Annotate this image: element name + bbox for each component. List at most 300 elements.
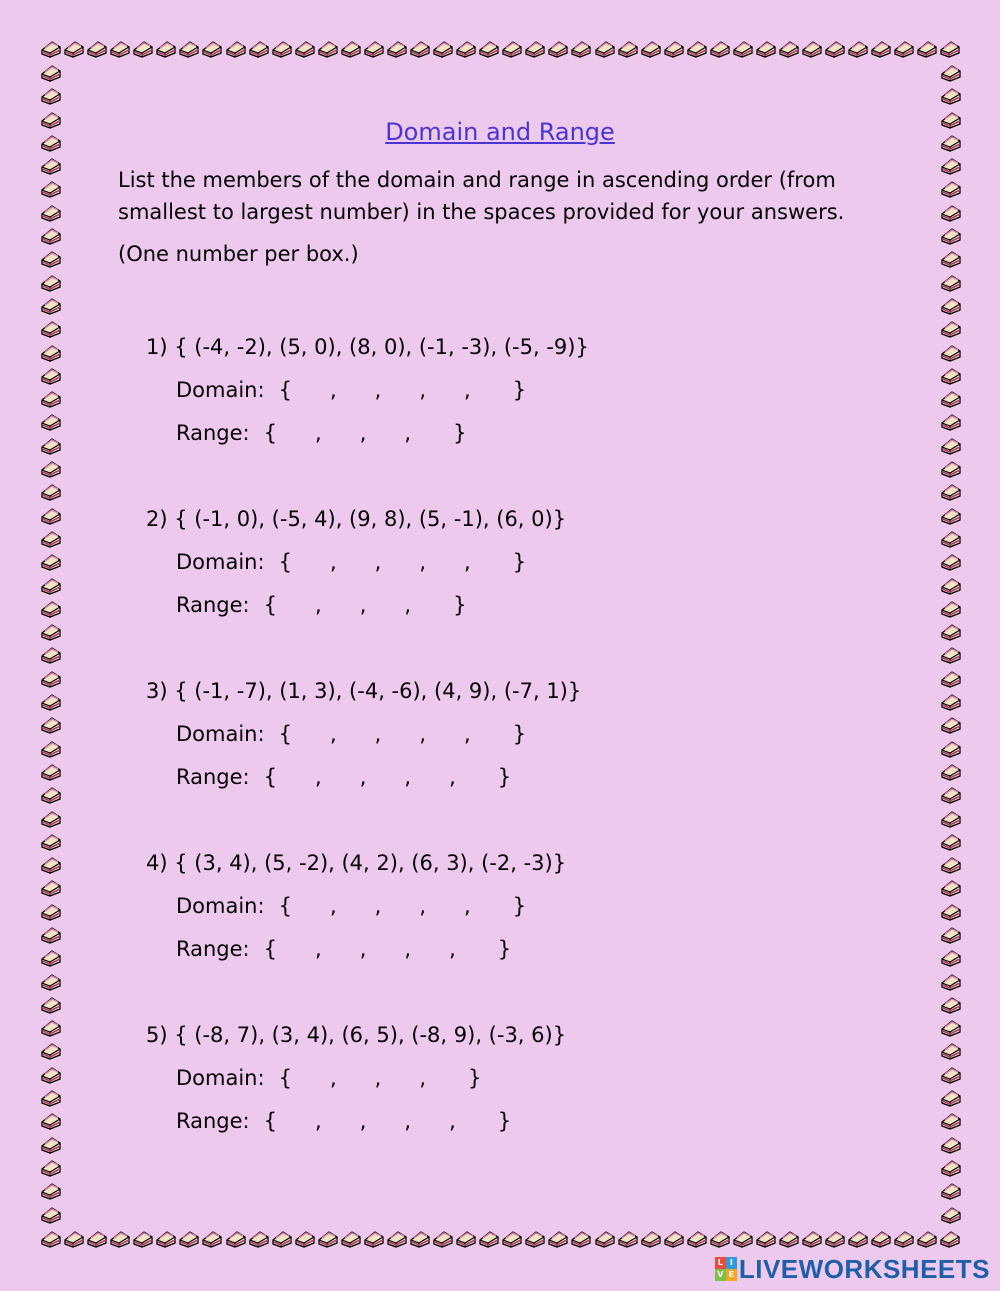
domain-answer-box[interactable] — [475, 721, 505, 748]
cake-slice-icon — [86, 1228, 108, 1250]
range-answer-box[interactable] — [326, 936, 356, 963]
close-brace: } — [453, 421, 467, 445]
cake-slice-icon — [847, 38, 869, 60]
range-answer-line — [146, 416, 589, 450]
range-answer-box[interactable] — [281, 1108, 311, 1135]
open-brace: { — [278, 1066, 292, 1090]
cake-slice-icon — [340, 1228, 362, 1250]
cake-slice-icon — [409, 1228, 431, 1250]
cake-slice-icon — [132, 1228, 154, 1250]
cake-slice-icon — [386, 1228, 408, 1250]
open-brace: { — [263, 421, 278, 445]
cake-slice-icon — [547, 1228, 569, 1250]
cake-slice-icon — [178, 1228, 200, 1250]
cake-slice-icon — [340, 38, 362, 60]
cake-slice-icon — [40, 248, 62, 270]
domain-answer-line — [146, 889, 566, 923]
cake-slice-icon — [40, 435, 62, 457]
cake-slice-icon — [40, 575, 62, 597]
cake-slice-icon — [940, 761, 962, 783]
range-answer-box[interactable] — [460, 936, 490, 963]
problem-set — [146, 1018, 566, 1052]
domain-answer-box[interactable] — [385, 893, 415, 920]
cake-slice-icon — [940, 318, 962, 340]
problem-number: 4) — [146, 851, 168, 875]
cake-slice-icon — [40, 994, 62, 1016]
cake-slice-icon — [940, 411, 962, 433]
open-brace: { — [263, 765, 278, 789]
cake-slice-icon — [40, 225, 62, 247]
range-answer-box[interactable] — [281, 936, 311, 963]
domain-label: Domain: — [176, 894, 265, 918]
ordered-pair-set: { (-8, 7), (3, 4), (6, 5), (-8, 9), (-3, 6)} — [174, 1023, 567, 1047]
comma-separator: , — [404, 1109, 412, 1133]
cake-slice-icon — [640, 38, 662, 60]
problem-item — [146, 330, 589, 450]
cake-slice-icon — [940, 877, 962, 899]
range-answer-line — [146, 932, 566, 966]
cake-slice-icon — [40, 178, 62, 200]
close-brace: } — [497, 1109, 512, 1133]
range-answer-box[interactable] — [415, 1108, 445, 1135]
comma-separator: , — [464, 722, 471, 746]
open-brace: { — [263, 1109, 278, 1133]
comma-separator: , — [359, 421, 367, 445]
domain-answer-box[interactable] — [341, 721, 371, 748]
logo-mark-letter: L — [715, 1257, 726, 1269]
cake-slice-icon — [617, 1228, 639, 1250]
close-brace: } — [512, 722, 527, 746]
cake-slice-icon — [40, 1040, 62, 1062]
cake-slice-icon — [63, 1228, 85, 1250]
cake-slice-icon — [40, 621, 62, 643]
range-answer-box[interactable] — [415, 936, 445, 963]
range-answer-box[interactable] — [460, 1108, 490, 1135]
range-label: Range: — [176, 937, 250, 961]
comma-separator: , — [404, 593, 412, 617]
domain-answer-box[interactable] — [341, 893, 371, 920]
cake-slice-icon — [225, 38, 247, 60]
domain-answer-box[interactable] — [341, 1065, 371, 1092]
cake-slice-icon — [801, 1228, 823, 1250]
cake-slice-icon — [40, 155, 62, 177]
cake-slice-icon — [940, 1204, 962, 1226]
ordered-pair-set: { (3, 4), (5, -2), (4, 2), (6, 3), (-2, -3)} — [174, 851, 567, 875]
cake-slice-icon — [940, 505, 962, 527]
cake-slice-icon — [940, 924, 962, 946]
cake-slice-icon — [109, 1228, 131, 1250]
range-label: Range: — [176, 593, 250, 617]
cake-slice-icon — [317, 38, 339, 60]
range-answer-box[interactable] — [370, 592, 400, 619]
cake-slice-icon — [940, 808, 962, 830]
close-brace: } — [497, 765, 512, 789]
cake-slice-icon — [363, 1228, 385, 1250]
cake-slice-icon — [40, 831, 62, 853]
cake-slice-icon — [478, 1228, 500, 1250]
cake-slice-icon — [940, 947, 962, 969]
open-brace: { — [278, 378, 292, 402]
cake-slice-icon — [271, 1228, 293, 1250]
cake-slice-icon — [939, 38, 961, 60]
cake-slice-icon — [40, 411, 62, 433]
range-answer-box[interactable] — [460, 764, 490, 791]
domain-answer-box[interactable] — [430, 893, 460, 920]
cake-slice-icon — [940, 784, 962, 806]
close-brace: } — [453, 593, 467, 617]
cake-slice-icon — [732, 1228, 754, 1250]
comma-separator: , — [315, 1109, 322, 1133]
cake-slice-icon — [940, 1180, 962, 1202]
cake-slice-icon — [40, 714, 62, 736]
cake-slice-icon — [86, 38, 108, 60]
logo-mark-letter: V — [715, 1269, 726, 1281]
cake-slice-icon — [847, 1228, 869, 1250]
domain-answer-box[interactable] — [296, 377, 326, 404]
cake-slice-icon — [940, 714, 962, 736]
cake-slice-icon — [40, 551, 62, 573]
range-answer-box[interactable] — [415, 420, 445, 447]
comma-separator: , — [315, 421, 322, 445]
cake-slice-icon — [40, 481, 62, 503]
cake-slice-icon — [570, 38, 592, 60]
comma-separator: , — [449, 1109, 456, 1133]
domain-answer-box[interactable] — [475, 893, 505, 920]
comma-separator: , — [419, 722, 427, 746]
comma-separator: , — [419, 550, 427, 574]
domain-answer-box[interactable] — [296, 893, 326, 920]
problem-set — [146, 846, 566, 880]
cake-slice-icon — [40, 342, 62, 364]
range-answer-box[interactable] — [370, 936, 400, 963]
range-answer-line — [146, 588, 566, 622]
domain-answer-box[interactable] — [296, 549, 326, 576]
range-answer-box[interactable] — [281, 592, 311, 619]
open-brace: { — [278, 722, 292, 746]
cake-slice-icon — [916, 38, 938, 60]
cake-slice-icon — [940, 365, 962, 387]
cake-slice-icon — [40, 877, 62, 899]
cake-slice-icon — [40, 924, 62, 946]
cake-slice-icon — [40, 528, 62, 550]
cake-slice-icon — [524, 38, 546, 60]
cake-slice-icon — [155, 1228, 177, 1250]
cake-slice-icon — [455, 1228, 477, 1250]
range-label: Range: — [176, 421, 250, 445]
cake-slice-icon — [40, 947, 62, 969]
domain-answer-box[interactable] — [385, 721, 415, 748]
comma-separator: , — [419, 378, 427, 402]
page-border-right — [940, 62, 962, 1226]
cake-slice-icon — [940, 668, 962, 690]
domain-answer-line — [146, 373, 589, 407]
comma-separator: , — [359, 1109, 367, 1133]
domain-answer-box[interactable] — [430, 721, 460, 748]
domain-label: Domain: — [176, 1066, 265, 1090]
cake-slice-icon — [386, 38, 408, 60]
cake-slice-icon — [132, 38, 154, 60]
comma-separator: , — [329, 550, 337, 574]
cake-slice-icon — [940, 435, 962, 457]
cake-slice-icon — [40, 971, 62, 993]
comma-separator: , — [404, 937, 412, 961]
cake-slice-icon — [686, 1228, 708, 1250]
comma-separator: , — [329, 894, 337, 918]
problem-number: 2) — [146, 507, 168, 531]
cake-slice-icon — [40, 854, 62, 876]
domain-answer-line — [146, 545, 566, 579]
problem-number: 5) — [146, 1023, 168, 1047]
domain-answer-box[interactable] — [430, 549, 460, 576]
comma-separator: , — [359, 593, 367, 617]
cake-slice-icon — [940, 551, 962, 573]
range-answer-box[interactable] — [326, 592, 356, 619]
range-answer-line — [146, 760, 581, 794]
cake-slice-icon — [940, 155, 962, 177]
cake-slice-icon — [801, 38, 823, 60]
cake-slice-icon — [940, 388, 962, 410]
cake-slice-icon — [870, 38, 892, 60]
comma-separator: , — [359, 937, 367, 961]
comma-separator: , — [464, 894, 471, 918]
cake-slice-icon — [40, 1204, 62, 1226]
domain-answer-box[interactable] — [430, 377, 460, 404]
cake-slice-icon — [940, 1017, 962, 1039]
open-brace: { — [263, 593, 278, 617]
cake-slice-icon — [524, 1228, 546, 1250]
cake-slice-icon — [478, 38, 500, 60]
problem-set — [146, 502, 566, 536]
cake-slice-icon — [40, 598, 62, 620]
range-answer-box[interactable] — [281, 764, 311, 791]
cake-slice-icon — [40, 458, 62, 480]
comma-separator: , — [359, 765, 367, 789]
cake-slice-icon — [109, 38, 131, 60]
range-answer-box[interactable] — [326, 1108, 356, 1135]
comma-separator: , — [464, 550, 471, 574]
cake-slice-icon — [409, 38, 431, 60]
comma-separator: , — [374, 1066, 382, 1090]
cake-slice-icon — [63, 38, 85, 60]
range-answer-box[interactable] — [415, 764, 445, 791]
cake-slice-icon — [755, 38, 777, 60]
cake-slice-icon — [663, 38, 685, 60]
cake-slice-icon — [40, 808, 62, 830]
cake-slice-icon — [939, 1228, 961, 1250]
instructions-note: (One number per box.) — [118, 242, 359, 266]
cake-slice-icon — [155, 38, 177, 60]
range-label: Range: — [176, 1109, 250, 1133]
cake-slice-icon — [363, 38, 385, 60]
cake-slice-icon — [940, 1040, 962, 1062]
logo-mark-letter: E — [726, 1269, 737, 1281]
cake-slice-icon — [940, 901, 962, 923]
page-title: Domain and Range — [385, 118, 615, 146]
cake-slice-icon — [40, 202, 62, 224]
cake-slice-icon — [40, 738, 62, 760]
domain-answer-box[interactable] — [475, 549, 505, 576]
cake-slice-icon — [40, 85, 62, 107]
ordered-pair-set: { (-1, 0), (-5, 4), (9, 8), (5, -1), (6, 0)} — [174, 507, 567, 531]
range-answer-box[interactable] — [326, 420, 356, 447]
cake-slice-icon — [870, 1228, 892, 1250]
domain-answer-box[interactable] — [385, 1065, 415, 1092]
logo-mark-letter: I — [726, 1257, 737, 1269]
cake-slice-icon — [940, 691, 962, 713]
domain-answer-box[interactable] — [430, 1065, 460, 1092]
cake-slice-icon — [686, 38, 708, 60]
logo-text: LIVEWORKSHEETS — [738, 1253, 990, 1284]
comma-separator: , — [315, 937, 322, 961]
cake-slice-icon — [940, 1110, 962, 1132]
cake-slice-icon — [709, 1228, 731, 1250]
comma-separator: , — [449, 937, 456, 961]
cake-slice-icon — [940, 598, 962, 620]
cake-slice-icon — [501, 38, 523, 60]
range-answer-line — [146, 1104, 566, 1138]
close-brace: } — [512, 894, 527, 918]
range-answer-box[interactable] — [370, 764, 400, 791]
range-answer-box[interactable] — [415, 592, 445, 619]
comma-separator: , — [404, 421, 412, 445]
cake-slice-icon — [640, 1228, 662, 1250]
cake-slice-icon — [40, 644, 62, 666]
cake-slice-icon — [294, 1228, 316, 1250]
cake-slice-icon — [940, 1087, 962, 1109]
comma-separator: , — [419, 1066, 427, 1090]
cake-slice-icon — [40, 1110, 62, 1132]
cake-slice-icon — [40, 295, 62, 317]
cake-slice-icon — [40, 272, 62, 294]
cake-slice-icon — [940, 342, 962, 364]
domain-label: Domain: — [176, 550, 265, 574]
comma-separator: , — [315, 593, 322, 617]
cake-slice-icon — [201, 38, 223, 60]
instructions-text: List the members of the domain and range in ascending order (from smallest to largest number) in the spaces provided for your answers. — [118, 168, 845, 224]
cake-slice-icon — [40, 505, 62, 527]
cake-slice-icon — [40, 1087, 62, 1109]
domain-answer-box[interactable] — [475, 377, 505, 404]
cake-slice-icon — [40, 901, 62, 923]
cake-slice-icon — [916, 1228, 938, 1250]
comma-separator: , — [329, 722, 337, 746]
cake-slice-icon — [940, 738, 962, 760]
open-brace: { — [278, 894, 292, 918]
close-brace: } — [512, 378, 527, 402]
comma-separator: , — [449, 765, 456, 789]
cake-slice-icon — [40, 1017, 62, 1039]
problem-item — [146, 846, 566, 966]
cake-slice-icon — [940, 1157, 962, 1179]
range-answer-box[interactable] — [370, 1108, 400, 1135]
cake-slice-icon — [940, 295, 962, 317]
problem-item — [146, 1018, 566, 1138]
cake-slice-icon — [40, 38, 62, 60]
cake-slice-icon — [40, 365, 62, 387]
ordered-pair-set: { (-1, -7), (1, 3), (-4, -6), (4, 9), (-7, 1)} — [174, 679, 582, 703]
domain-label: Domain: — [176, 722, 265, 746]
cake-slice-icon — [248, 1228, 270, 1250]
cake-slice-icon — [940, 225, 962, 247]
range-answer-box[interactable] — [370, 420, 400, 447]
cake-slice-icon — [940, 1064, 962, 1086]
cake-slice-icon — [940, 62, 962, 84]
comma-separator: , — [329, 1066, 337, 1090]
cake-slice-icon — [940, 178, 962, 200]
cake-slice-icon — [40, 62, 62, 84]
page-border-top — [40, 38, 962, 60]
range-label: Range: — [176, 765, 250, 789]
cake-slice-icon — [940, 994, 962, 1016]
cake-slice-icon — [594, 1228, 616, 1250]
page-border-bottom — [40, 1228, 962, 1250]
domain-label: Domain: — [176, 378, 265, 402]
domain-answer-box[interactable] — [385, 377, 415, 404]
open-brace: { — [263, 937, 278, 961]
cake-slice-icon — [178, 38, 200, 60]
domain-answer-box[interactable] — [341, 549, 371, 576]
cake-slice-icon — [40, 1180, 62, 1202]
cake-slice-icon — [570, 1228, 592, 1250]
domain-answer-box[interactable] — [296, 721, 326, 748]
comma-separator: , — [315, 765, 322, 789]
cake-slice-icon — [940, 831, 962, 853]
comma-separator: , — [404, 765, 412, 789]
cake-slice-icon — [40, 1064, 62, 1086]
cake-slice-icon — [40, 1134, 62, 1156]
problem-number: 1) — [146, 335, 168, 359]
domain-answer-box[interactable] — [341, 377, 371, 404]
range-answer-box[interactable] — [326, 764, 356, 791]
comma-separator: , — [419, 894, 427, 918]
domain-answer-line — [146, 717, 581, 751]
page-border-left — [40, 62, 62, 1226]
range-answer-box[interactable] — [281, 420, 311, 447]
cake-slice-icon — [940, 621, 962, 643]
comma-separator: , — [374, 894, 382, 918]
cake-slice-icon — [755, 1228, 777, 1250]
cake-slice-icon — [432, 38, 454, 60]
cake-slice-icon — [940, 1134, 962, 1156]
cake-slice-icon — [824, 1228, 846, 1250]
cake-slice-icon — [778, 38, 800, 60]
ordered-pair-set: { (-4, -2), (5, 0), (8, 0), (-1, -3), (-5, -9)} — [174, 335, 589, 359]
cake-slice-icon — [940, 528, 962, 550]
problem-item — [146, 502, 566, 622]
cake-slice-icon — [432, 1228, 454, 1250]
cake-slice-icon — [940, 971, 962, 993]
cake-slice-icon — [617, 38, 639, 60]
cake-slice-icon — [940, 85, 962, 107]
domain-answer-box[interactable] — [296, 1065, 326, 1092]
comma-separator: , — [374, 550, 382, 574]
domain-answer-box[interactable] — [385, 549, 415, 576]
close-brace: } — [512, 550, 527, 574]
comma-separator: , — [464, 378, 471, 402]
cake-slice-icon — [893, 38, 915, 60]
cake-slice-icon — [824, 38, 846, 60]
cake-slice-icon — [271, 38, 293, 60]
cake-slice-icon — [40, 1157, 62, 1179]
cake-slice-icon — [940, 575, 962, 597]
comma-separator: , — [329, 378, 337, 402]
cake-slice-icon — [663, 1228, 685, 1250]
cake-slice-icon — [778, 1228, 800, 1250]
cake-slice-icon — [940, 272, 962, 294]
problem-number: 3) — [146, 679, 168, 703]
cake-slice-icon — [940, 202, 962, 224]
cake-slice-icon — [940, 854, 962, 876]
